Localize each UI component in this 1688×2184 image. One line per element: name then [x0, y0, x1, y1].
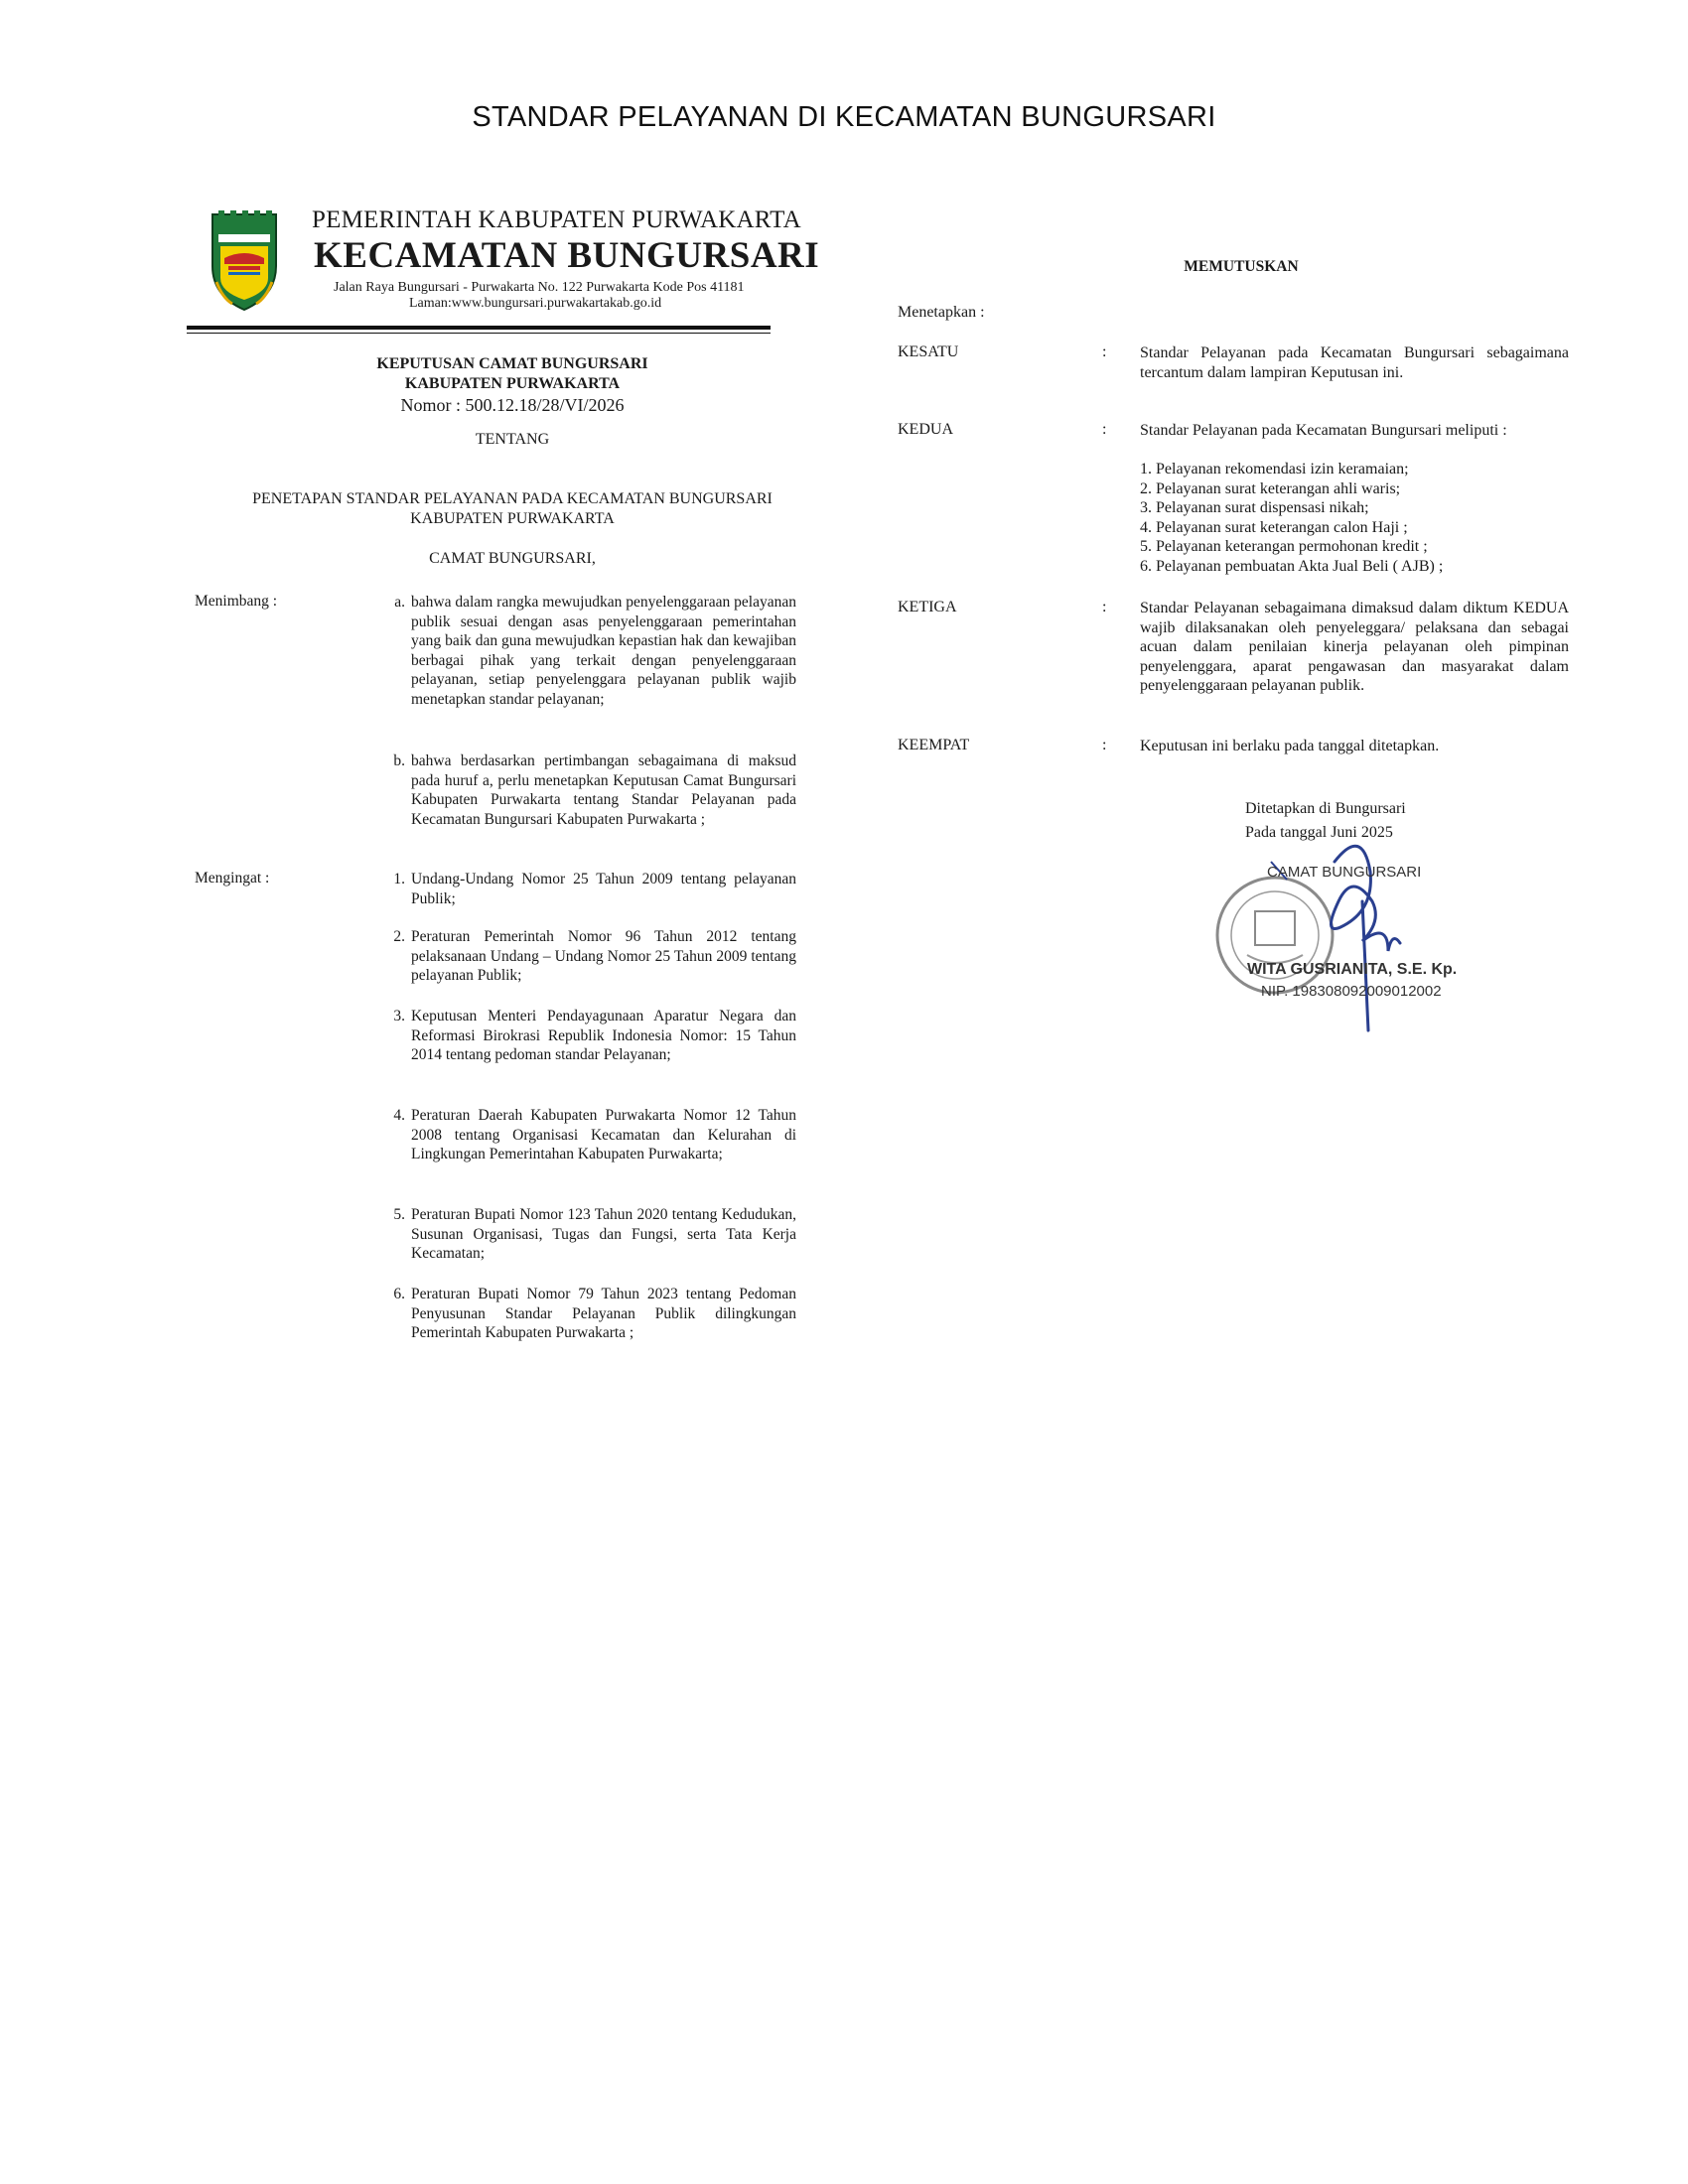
kedua-service-list [1140, 460, 1577, 576]
keempat-colon: : [1102, 737, 1107, 753]
ketiga-colon: : [1102, 599, 1107, 615]
mengingat-marker: 4. [393, 1107, 405, 1124]
mengingat-marker: 5. [393, 1206, 405, 1223]
mengingat-text: Peraturan Bupati Nomor 79 Tahun 2023 tentang Pedoman Penyusunan Standar Pelayanan Publik dilingkungan Pemerintah Kabupaten Purwakarta ; [411, 1286, 796, 1341]
kesatu-text: Standar Pelayanan pada Kecamatan Bungursari sebagaimana tercantum dalam lampiran Keputusan ini. [1140, 344, 1569, 381]
list-item: 6. Pelayanan pembuatan Akta Jual Beli ( AJB) ; [1140, 557, 1444, 575]
decree-title: KEPUTUSAN CAMAT BUNGURSARI [376, 355, 648, 372]
page-title: STANDAR PELAYANAN DI KECAMATAN BUNGURSARI [472, 101, 1216, 133]
letterhead-website: Laman:www.bungursari.purwakartakab.go.id [409, 296, 662, 311]
signatory-title: CAMAT BUNGURSARI [1267, 864, 1422, 881]
purwakarta-emblem-icon [209, 208, 280, 312]
menimbang-marker: b. [393, 752, 405, 769]
list-item: 2. Pelayanan surat keterangan ahli waris; [1140, 479, 1401, 497]
letterhead [187, 199, 820, 334]
decree-subject: PENETAPAN STANDAR PELAYANAN PADA KECAMATAN BUNGURSARI [252, 490, 773, 507]
menetapkan-label: Menetapkan : [898, 304, 985, 321]
letterhead-government: PEMERINTAH KABUPATEN PURWAKARTA [312, 206, 801, 233]
kedua-intro: Standar Pelayanan pada Kecamatan Bungursari meliputi : [1140, 422, 1507, 439]
menimbang-text: bahwa dalam rangka mewujudkan penyelenggaraan pelayanan publik sesuai dengan asas penyelenggaraan pemerintahan yang baik dan guna mewujudkan kepastian hak dan kewajiban berbagai pihak yang terkait dengan penyelenggaraan pelayanan, setiap penyelenggara pelayanan publik wajib menetapkan standar pelayanan; [411, 594, 796, 708]
mengingat-text: Peraturan Daerah Kabupaten Purwakarta Nomor 12 Tahun 2008 tentang Organisasi Kecamatan dan Kelurahan di Lingkungan Pemerintahan Kabupaten Purwakarta; [411, 1107, 796, 1162]
list-item: 5. Pelayanan keterangan permohonan kredit ; [1140, 538, 1428, 555]
menimbang-text: bahwa berdasarkan pertimbangan sebagaimana di maksud pada huruf a, perlu menetapkan Keputusan Camat Bungursari Kabupaten Purwakarta tentang Standar Pelayanan pada Kecamatan Bungursari Kabupaten Purwakarta ; [411, 752, 796, 828]
decree-issuer: CAMAT BUNGURSARI, [429, 550, 596, 567]
mengingat-marker: 1. [393, 871, 405, 887]
keempat-text: Keputusan ini berlaku pada tanggal ditetapkan. [1140, 738, 1440, 754]
letterhead-divider [187, 326, 771, 330]
kedua-colon: : [1102, 421, 1107, 438]
keempat-label: KEEMPAT [898, 737, 970, 753]
signatory-nip: NIP. 198308092009012002 [1261, 983, 1442, 1000]
mengingat-text: Peraturan Bupati Nomor 123 Tahun 2020 tentang Kedudukan, Susunan Organisasi, Tugas dan Fungsi, serta Tata Kerja Kecamatan; [411, 1206, 796, 1262]
decree-title-regency: KABUPATEN PURWAKARTA [404, 375, 621, 392]
ketiga-text: Standar Pelayanan sebagaimana dimaksud dalam diktum KEDUA wajib dilaksanakan oleh penyeleggara/ pelaksana dan sebagai acuan dalam penilaian kinerja pelayanan oleh pimpinan penyelenggara, aparat pengawasan dan masyarakat dalam penyelenggaraan pelayanan publik. [1140, 600, 1569, 694]
mengingat-marker: 3. [393, 1008, 405, 1024]
mengingat-text: Keputusan Menteri Pendayagunaan Aparatur Negara dan Reformasi Birokrasi Republik Indonesia Nomor: 15 Tahun 2014 tentang pedoman standar Pelayanan; [411, 1008, 796, 1063]
memutuskan-heading: MEMUTUSKAN [1184, 258, 1299, 275]
signature-place: Ditetapkan di Bungursari [1245, 800, 1406, 817]
letterhead-address: Jalan Raya Bungursari - Purwakarta No. 122 Purwakarta Kode Pos 41181 [334, 280, 745, 295]
kedua-label: KEDUA [898, 421, 953, 438]
mengingat-text: Peraturan Pemerintah Nomor 96 Tahun 2012 tentang pelaksanaan Undang – Undang Nomor 25 Tahun 2009 tentang pelayanan Publik; [411, 928, 796, 984]
list-item: 4. Pelayanan surat keterangan calon Haji ; [1140, 518, 1408, 536]
mengingat-label: Mengingat : [195, 870, 270, 887]
kesatu-colon: : [1102, 343, 1107, 360]
menimbang-marker: a. [394, 594, 405, 611]
kesatu-label: KESATU [898, 343, 959, 360]
decree-tentang: TENTANG [475, 431, 550, 448]
signature-date: Pada tanggal Juni 2025 [1245, 824, 1393, 841]
mengingat-marker: 2. [393, 928, 405, 945]
letterhead-divider-thin [187, 333, 771, 334]
signatory-name: WITA GUSRIANITA, S.E. Kp. [1247, 961, 1458, 978]
decree-subject-regency: KABUPATEN PURWAKARTA [410, 510, 615, 527]
list-item: 3. Pelayanan surat dispensasi nikah; [1140, 499, 1369, 516]
ketiga-label: KETIGA [898, 599, 957, 615]
letterhead-district: KECAMATAN BUNGURSARI [314, 235, 820, 276]
decree-number: Nomor : 500.12.18/28/VI/2026 [400, 395, 625, 415]
mengingat-marker: 6. [393, 1286, 405, 1302]
list-item: 1. Pelayanan rekomendasi izin keramaian; [1140, 461, 1409, 478]
mengingat-text: Undang-Undang Nomor 25 Tahun 2009 tentang pelayanan Publik; [411, 871, 796, 907]
menimbang-label: Menimbang : [195, 593, 278, 610]
